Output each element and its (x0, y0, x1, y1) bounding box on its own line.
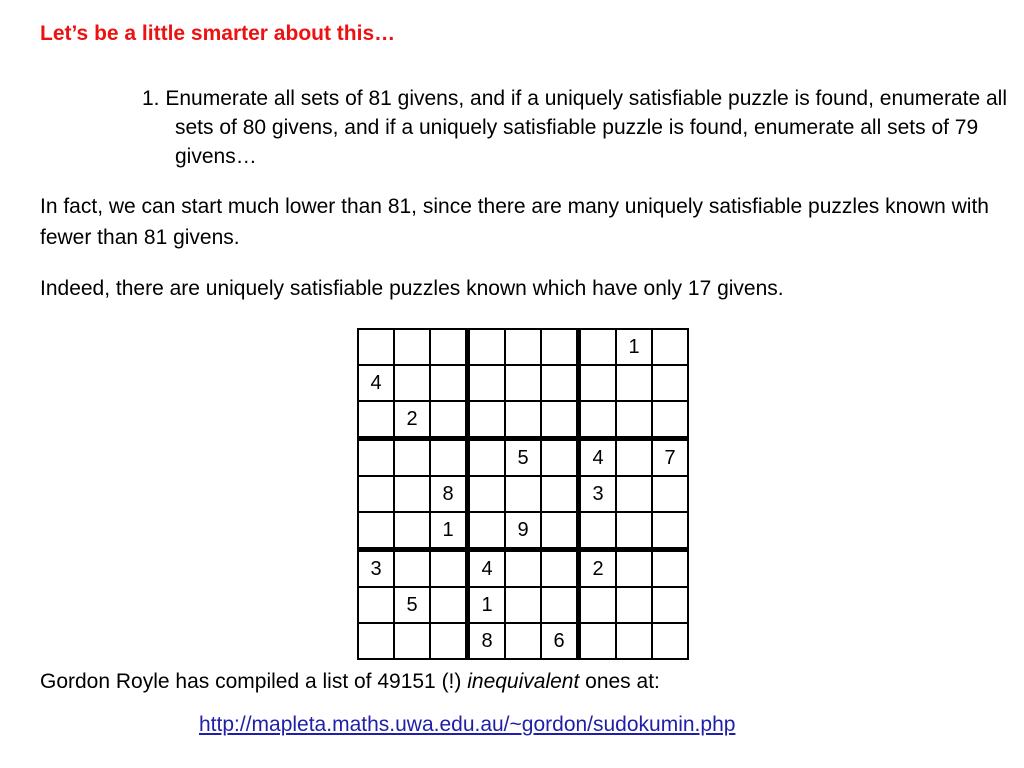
sudoku-cell (394, 365, 430, 401)
sudoku-cell (616, 365, 652, 401)
sudoku-cell (616, 476, 652, 512)
sudoku-cell: 4 (468, 550, 506, 588)
royle-prefix: Gordon Royle has compiled a list of 49151 (!) (40, 670, 468, 693)
sudoku-row (358, 512, 688, 550)
sudoku-cell: 8 (430, 476, 468, 512)
sudoku-cell (505, 401, 541, 439)
sudoku-cell: 1 (430, 512, 468, 550)
sudoku-cell (394, 476, 430, 512)
sudoku-cell (430, 439, 468, 477)
sudoku-cell (652, 512, 688, 550)
sudoku-cell (616, 623, 652, 659)
sudoku-cell (505, 550, 541, 588)
sudoku-cell (358, 623, 394, 659)
sudoku-row (358, 550, 688, 588)
sudoku-cell (579, 329, 617, 365)
sudoku-cell (430, 365, 468, 401)
sudoku-cell (652, 623, 688, 659)
sudoku-cell (505, 587, 541, 623)
sudoku-cell (505, 476, 541, 512)
sudoku-cell (505, 623, 541, 659)
sudoku-cell: 2 (394, 401, 430, 439)
sudoku-cell (652, 550, 688, 588)
sudoku-cell (579, 401, 617, 439)
sudoku-cell: 4 (358, 365, 394, 401)
sudoku-cell (358, 401, 394, 439)
sudoku-cell (652, 365, 688, 401)
sudoku-cell (616, 439, 652, 477)
sudoku-cell (579, 587, 617, 623)
sudoku-cell (541, 587, 579, 623)
sudoku-cell: 1 (616, 329, 652, 365)
sudoku-cell (468, 365, 506, 401)
royle-emphasis: inequivalent (467, 670, 580, 693)
sudoku-cell: 2 (579, 550, 617, 588)
sudoku-cell: 6 (541, 623, 579, 659)
sudoku-cell (541, 329, 579, 365)
numbered-list-item: 1. Enumerate all sets of 81 givens, and if a uniquely satisfiable puzzle is found, enumerate all sets of 80 givens, and if a uniquely satisfiable puzzle is found, enumerate all sets of 79 givens… (142, 87, 1008, 168)
sudoku-cell (579, 365, 617, 401)
sudoku-cell (616, 587, 652, 623)
sudoku-cell (394, 512, 430, 550)
sudoku-cell (358, 587, 394, 623)
sudoku-cell (616, 550, 652, 588)
sudoku-cell (652, 587, 688, 623)
sudoku-row (358, 401, 688, 439)
sudoku-cell (468, 476, 506, 512)
royle-sentence (40, 670, 660, 694)
sudoku-row (358, 587, 688, 623)
royle-suffix: ones at: (579, 670, 660, 693)
sudoku-cell (394, 329, 430, 365)
sudoku-cell (579, 512, 617, 550)
sudoku-cell (430, 623, 468, 659)
sudoku-cell: 1 (468, 587, 506, 623)
sudoku-cell (541, 476, 579, 512)
sudoku-cell: 5 (505, 439, 541, 477)
sudoku-cell (394, 439, 430, 477)
sudoku-cell (468, 401, 506, 439)
sudoku-cell (616, 512, 652, 550)
paragraph-fewer-givens: In fact, we can start much lower than 81, since there are many uniquely satisfiable puzzles known with fewer than 81 givens. (40, 195, 989, 249)
slide-title: Let’s be a little smarter about this… (40, 22, 396, 45)
sudoku-cell (430, 401, 468, 439)
sudoku-row (358, 476, 688, 512)
sudoku-row (358, 329, 688, 365)
sudoku-cell (541, 512, 579, 550)
sudoku-cell: 5 (394, 587, 430, 623)
sudoku-grid (357, 328, 689, 660)
sudoku-cell (541, 439, 579, 477)
sudoku-cell (541, 401, 579, 439)
sudoku-cell: 7 (652, 439, 688, 477)
sudoku-cell (541, 365, 579, 401)
sudoku-cell: 4 (579, 439, 617, 477)
sudoku-cell (541, 550, 579, 588)
sudoku-cell (430, 550, 468, 588)
sudoku-cell (616, 401, 652, 439)
sudoku-cell (430, 329, 468, 365)
sudoku-cell (430, 587, 468, 623)
sudoku-cell (652, 476, 688, 512)
sudoku-row (358, 623, 688, 659)
sudoku-cell (505, 329, 541, 365)
sudoku-cell: 3 (579, 476, 617, 512)
sudoku-cell (652, 401, 688, 439)
sudoku-row (358, 439, 688, 477)
sudoku-cell (358, 439, 394, 477)
paragraph-17-givens: Indeed, there are uniquely satisfiable puzzles known which have only 17 givens. (40, 277, 784, 300)
sudoku-cell: 3 (358, 550, 394, 588)
sudoku-cell (579, 623, 617, 659)
sudokumin-link[interactable]: http://mapleta.maths.uwa.edu.au/~gordon/sudokumin.php (199, 713, 736, 736)
sudoku-cell: 8 (468, 623, 506, 659)
sudoku-cell (652, 329, 688, 365)
sudoku-cell (468, 512, 506, 550)
sudoku-cell (394, 550, 430, 588)
sudoku-cell (505, 365, 541, 401)
sudoku-cell: 9 (505, 512, 541, 550)
sudoku-cell (468, 439, 506, 477)
sudoku-cell (358, 329, 394, 365)
sudoku-cell (468, 329, 506, 365)
sudoku-cell (394, 623, 430, 659)
sudoku-cell (358, 512, 394, 550)
sudoku-row (358, 365, 688, 401)
sudoku-cell (358, 476, 394, 512)
